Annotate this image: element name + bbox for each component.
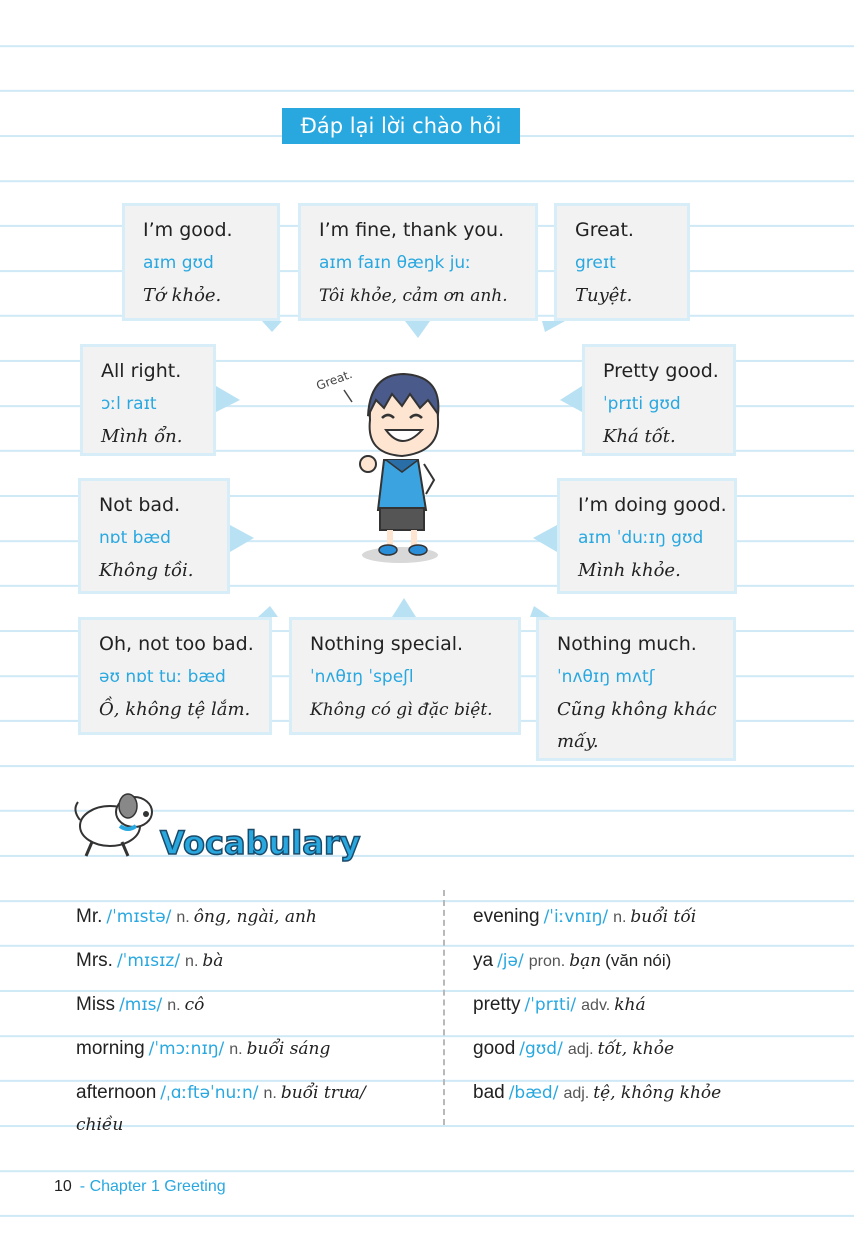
phrase-en: I’m doing good. — [578, 494, 727, 516]
phrase-en: Great. — [575, 219, 634, 241]
phrase-ipa: ˈnʌθɪŋ mʌtʃ — [557, 667, 655, 687]
phrase-vi: Ồ, không tệ lắm. — [99, 699, 251, 720]
phrase-ipa: aɪm faɪn θæŋk juː — [319, 253, 471, 273]
vocab-left-column — [76, 895, 366, 1140]
vocab-item: afternoon /ˌɑːftəˈnuːn/ n. buổi trưa/ chiều — [76, 1082, 366, 1135]
phrase-ipa: nɒt bæd — [99, 528, 171, 548]
arrow-card-3 — [542, 321, 565, 332]
phrase-vi: Không có gì đặc biệt. — [310, 700, 493, 720]
phrase-en: Oh, not too bad. — [99, 633, 254, 655]
dog-icon — [75, 794, 152, 856]
phrase-en: Not bad. — [99, 494, 181, 516]
phrase-en: Pretty good. — [603, 360, 719, 382]
phrase-ipa: əʊ nɒt tuː bæd — [99, 667, 226, 687]
vocab-item: Miss /mɪs/ n. cô — [76, 994, 205, 1015]
page-footer — [54, 1178, 226, 1196]
phrase-ipa: ɔːl raɪt — [101, 394, 157, 414]
chapter-label: - Chapter 1 Greeting — [79, 1178, 226, 1195]
vocab-item: pretty /ˈprɪti/ adv. khá — [473, 994, 646, 1015]
column-divider — [443, 890, 445, 1125]
arrow-card-7 — [533, 525, 557, 552]
phrase-ipa: ˈnʌθɪŋ ˈspeʃl — [310, 667, 414, 687]
vocab-right-column — [473, 895, 721, 1115]
vocab-item: Mr. /ˈmɪstə/ n. ông, ngài, anh — [76, 906, 317, 927]
arrow-card-10 — [530, 606, 550, 617]
vocab-item: ya /jə/ pron. bạn (văn nói) — [473, 950, 672, 971]
arrow-card-2 — [405, 321, 430, 338]
vocab-item: evening /ˈiːvnɪŋ/ n. buổi tối — [473, 906, 697, 927]
phrase-ipa: greɪt — [575, 253, 616, 273]
phrase-en: I’m fine, thank you. — [319, 219, 505, 241]
vocab-item: good /gʊd/ adj. tốt, khỏe — [473, 1038, 675, 1059]
vocab-item: Mrs. /ˈmɪsɪz/ n. bà — [76, 950, 224, 971]
phrase-vi: Không tồi. — [99, 560, 194, 581]
phrase-vi: Tớ khỏe. — [143, 285, 222, 306]
vocab-item: morning /ˈmɔːnɪŋ/ n. buổi sáng — [76, 1038, 331, 1059]
arrow-card-4 — [216, 386, 240, 412]
arrow-card-8 — [258, 606, 278, 617]
phrase-en: Nothing much. — [557, 633, 697, 655]
vocabulary-title: Vocabulary — [160, 824, 361, 862]
vocab-item: bad /bæd/ adj. tệ, không khỏe — [473, 1082, 722, 1103]
phrase-en: I’m good. — [143, 219, 233, 241]
boy-illustration — [314, 360, 480, 570]
phrase-ipa: ˈprɪti gʊd — [603, 394, 681, 414]
phrase-ipa: aɪm ˈduːɪŋ gʊd — [578, 528, 704, 548]
phrase-vi: Mình ổn. — [101, 426, 183, 447]
phrase-vi: Cũng không khác mấy. — [557, 699, 717, 752]
phrase-en: Nothing special. — [310, 633, 464, 655]
phrase-vi: Tuyệt. — [575, 285, 633, 306]
phrase-en: All right. — [101, 360, 182, 382]
arrow-card-9 — [392, 598, 416, 617]
page-number: 10 — [54, 1178, 72, 1195]
arrow-card-5 — [560, 386, 582, 412]
vocabulary-heading — [70, 790, 361, 870]
phrase-ipa: aɪm gʊd — [143, 253, 214, 273]
section-title: Đáp lại lời chào hỏi — [282, 108, 520, 144]
phrase-vi: Tôi khỏe, cảm ơn anh. — [319, 286, 508, 306]
phrase-vi: Khá tốt. — [603, 426, 676, 447]
arrow-card-6 — [230, 525, 254, 552]
arrow-card-1 — [262, 321, 282, 332]
boy-speech-text: Great. — [314, 367, 355, 393]
phrase-vi: Mình khỏe. — [578, 560, 681, 581]
